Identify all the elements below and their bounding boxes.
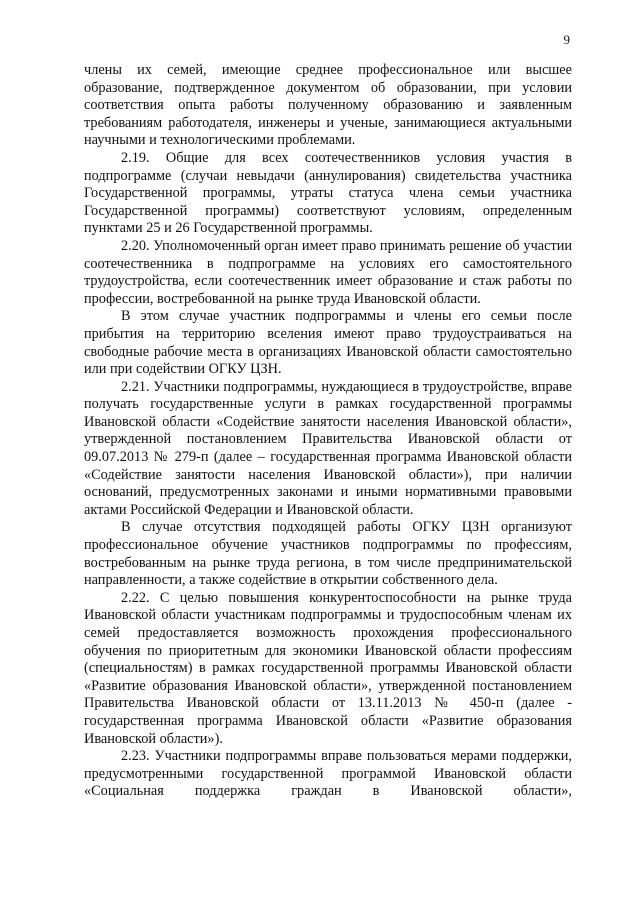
paragraph-2-20: 2.20. Уполномоченный орган имеет право принимать решение об участии соотечественника в подпрограмме на условиях его самостоятельного трудоустройства, если соотечественник имеет образование и стаж работы по профессии, востребованной на рынке труда Ивановской области. (84, 237, 572, 307)
page-number: 9 (563, 32, 570, 47)
document-body (84, 62, 572, 801)
paragraph-2-22: 2.22. С целью повышения конкурентоспособности на рынке труда Ивановской области участникам подпрограммы и трудоспособным членам их семей предоставляется возможность прохождения профессионального обучения по приоритетным для экономики Ивановской области профессиям (специальностям) в рамках государственной программы Ивановской области «Развитие образования Ивановской области», утвержденной постановлением Правительства Ивановской области от 13.11.2013 № 450-п (далее - государственная программа Ивановской области «Развитие образования Ивановской области»). (84, 589, 572, 747)
paragraph-2-19: 2.19. Общие для всех соотечественников условия участия в подпрограмме (случаи невыдачи (аннулирования) свидетельства участника Государственной программы, утраты статуса члена семьи участника Государственной программы) соответствуют условиям, определенным пунктами 25 и 26 Государственной программы. (84, 149, 572, 237)
paragraph-2-20-note: В этом случае участник подпрограммы и члены его семьи после прибытия на территорию вселения имеют право трудоустраиваться на свободные рабочие места в организациях Ивановской области самостоятельно или при содействии ОГКУ ЦЗН. (84, 308, 572, 378)
paragraph-2-21-note: В случае отсутствия подходящей работы ОГКУ ЦЗН организуют профессиональное обучение участников подпрограммы по профессиям, востребованным на рынке труда региона, в том числе предпринимательской направленности, а также содействие в открытии собственного дела. (84, 519, 572, 589)
paragraph-2-23: 2.23. Участники подпрограммы вправе пользоваться мерами поддержки, предусмотренными государственной программой Ивановской области «Социальная поддержка граждан в Ивановской области», (84, 748, 572, 800)
paragraph-continuation: члены их семей, имеющие среднее профессиональное или высшее образование, подтвержденное документом об образовании, при условии соответствия опыта работы полученному образованию и заявленным требованиям работодателя, инженеры и ученые, занимающиеся актуальными научными и технологическими проблемами. (84, 62, 572, 149)
paragraph-2-21: 2.21. Участники подпрограммы, нуждающиеся в трудоустройстве, вправе получать государственные услуги в рамках государственной программы Ивановской области «Содействие занятости населения Ивановской области», утвержденной постановлением Правительства Ивановской области от 09.07.2013 № 279-п (далее – государственная программа Ивановской области «Содействие занятости населения Ивановской области»), при наличии оснований, предусмотренных законами и иными нормативными правовыми актами Российской Федерации и Ивановской области. (84, 378, 572, 518)
